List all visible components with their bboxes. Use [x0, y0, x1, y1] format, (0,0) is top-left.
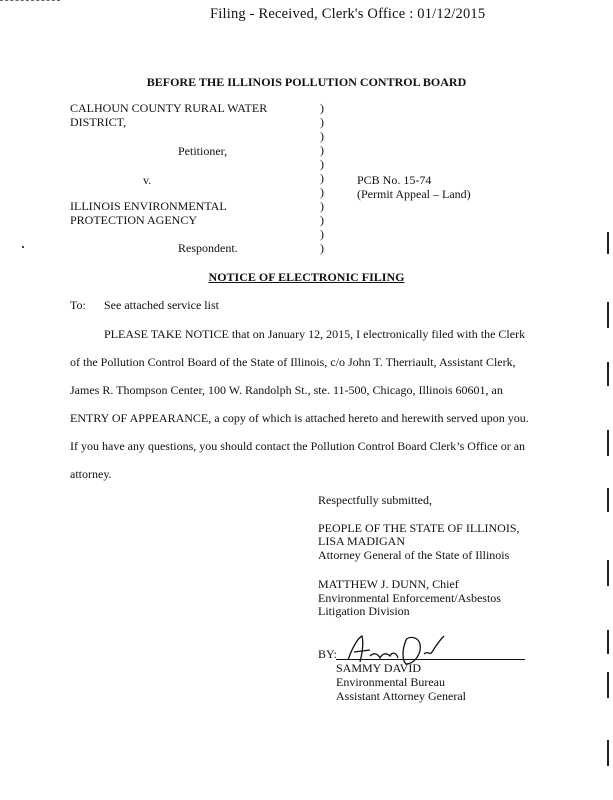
scan-artifact	[607, 232, 609, 254]
caption-paren: )	[320, 129, 324, 143]
closing: Respectfully submitted,	[318, 493, 432, 507]
caption-paren: )	[320, 101, 324, 115]
case-type: (Permit Appeal – Land)	[357, 187, 471, 201]
scan-artifact	[22, 246, 24, 248]
scan-artifact	[607, 488, 609, 512]
caption-paren: )	[320, 115, 324, 129]
scan-artifact	[607, 430, 609, 456]
caption-paren: )	[320, 157, 324, 171]
to-label: To:	[70, 298, 86, 312]
by-label: BY:	[318, 647, 337, 661]
scan-artifact	[607, 362, 609, 386]
caption-paren: )	[320, 199, 324, 213]
caption-paren: )	[320, 185, 324, 199]
party-line-1: PEOPLE OF THE STATE OF ILLINOIS,	[318, 521, 520, 535]
notice-lead: PLEASE TAKE NOTICE	[104, 327, 229, 341]
scan-artifact	[607, 630, 609, 654]
scan-artifact	[0, 0, 60, 3]
board-title: BEFORE THE ILLINOIS POLLUTION CONTROL BOARD	[146, 75, 467, 89]
respondent-role: Respondent.	[178, 241, 238, 255]
scan-artifact	[607, 740, 609, 766]
petitioner-name-line1: CALHOUN COUNTY RURAL WATER	[70, 101, 268, 115]
caption-paren: )	[320, 171, 324, 185]
party-line-3: Attorney General of the State of Illinois	[318, 548, 510, 562]
caption-paren: )	[320, 143, 324, 157]
scan-artifact	[607, 672, 609, 698]
petitioner-role: Petitioner,	[178, 144, 228, 158]
petitioner-name-line2: DISTRICT,	[70, 115, 127, 129]
party-line-2: LISA MADIGAN	[318, 534, 405, 548]
signer-line-3: Assistant Attorney General	[336, 689, 466, 703]
body-line-6: attorney.	[70, 467, 112, 481]
scan-artifact	[607, 302, 609, 328]
case-number: PCB No. 15-74	[357, 173, 432, 187]
chief-line-3: Litigation Division	[318, 604, 410, 618]
caption-paren: )	[320, 241, 324, 255]
signature-line	[336, 659, 525, 660]
body-line-4: ENTRY OF APPEARANCE, a copy of which is attached hereto and herewith served upon you.	[70, 411, 529, 425]
caption-paren: )	[320, 213, 324, 227]
body-line-3: James R. Thompson Center, 100 W. Randolph St., ste. 11-500, Chicago, Illinois 60601, an	[70, 383, 503, 397]
respondent-name-line1: ILLINOIS ENVIRONMENTAL	[70, 199, 227, 213]
signer-name: SAMMY DAVID	[336, 661, 422, 675]
notice-title: NOTICE OF ELECTRONIC FILING	[208, 270, 405, 284]
respondent-name-line2: PROTECTION AGENCY	[70, 213, 198, 227]
body-line-1	[104, 327, 525, 342]
chief-line-1: MATTHEW J. DUNN, Chief	[318, 577, 459, 591]
filing-stamp: Filing - Received, Clerk's Office : 01/12/2015	[210, 6, 486, 22]
body-line-5: If you have any questions, you should contact the Pollution Control Board Clerk’s Office or an	[70, 439, 526, 453]
versus-label: v.	[143, 173, 152, 187]
caption-paren: )	[320, 227, 324, 241]
signer-line-2: Environmental Bureau	[336, 675, 445, 689]
body-line-2: of the Pollution Control Board of the State of Illinois, c/o John T. Therriault, Assistant Clerk,	[70, 355, 516, 369]
to-recipient: See attached service list	[104, 298, 219, 312]
scan-artifact	[607, 560, 609, 586]
body-line-1-text: that on January 12, 2015, I electronically filed with the Clerk	[228, 327, 526, 341]
chief-line-2: Environmental Enforcement/Asbestos	[318, 591, 501, 605]
